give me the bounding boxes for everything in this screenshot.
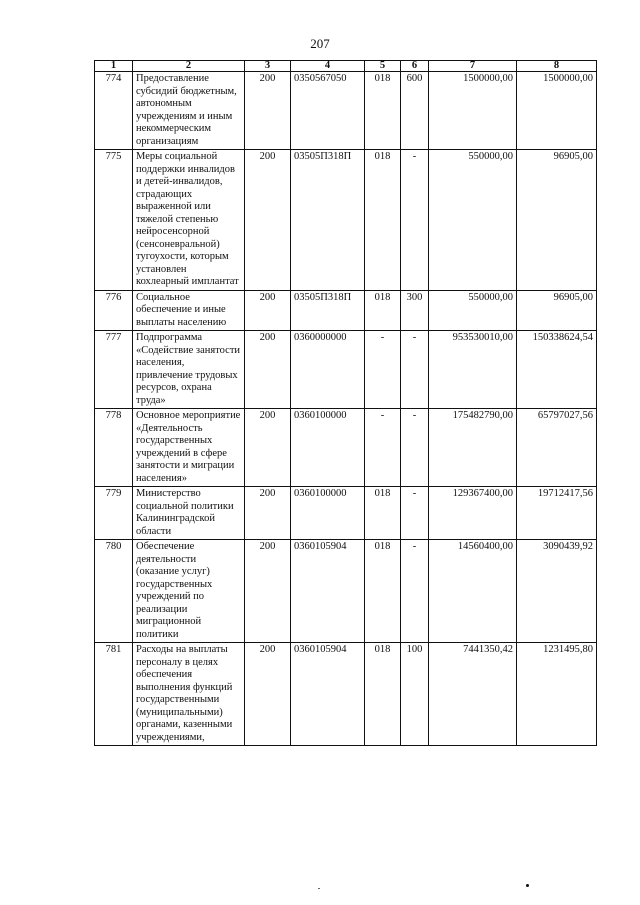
header-col-1: 1 [95,61,133,72]
scan-dot [526,884,529,887]
row-number: 777 [95,331,133,409]
row-col5: 018 [365,290,401,331]
row-code: 0350567050 [291,72,365,150]
page-number: 207 [310,36,330,51]
row-amount1: 129367400,00 [429,487,517,540]
row-name: Предоставление субсидий бюджетным, автономным учреждениям и иным некоммерческим организациям [133,72,245,150]
row-amount2: 19712417,56 [517,487,597,540]
header-col-6: 6 [401,61,429,72]
row-number: 774 [95,72,133,150]
row-name: Подпрограмма «Содействие занятости населения, привлечение трудовых ресурсов, охрана труда» [133,331,245,409]
row-amount1: 1500000,00 [429,72,517,150]
table-body [95,72,597,746]
table-row [95,290,597,331]
row-amount1: 14560400,00 [429,540,517,643]
budget-table [94,60,597,746]
row-amount1: 550000,00 [429,290,517,331]
row-col3: 200 [245,540,291,643]
table-row [95,643,597,746]
row-name: Меры социальной поддержки инвалидов и детей-инвалидов, страдающих выраженной или тяжелой степенью нейросенсорной (сенсоневральной) тугоухости, которым установлен кохлеарный имплантат [133,150,245,291]
row-col6: 100 [401,643,429,746]
row-col6: 600 [401,72,429,150]
header-col-5: 5 [365,61,401,72]
row-code: 0360000000 [291,331,365,409]
row-amount2: 65797027,56 [517,409,597,487]
row-col3: 200 [245,331,291,409]
row-col6: - [401,331,429,409]
row-name: Расходы на выплаты персоналу в целях обеспечения выполнения функций государственными (муниципальными) органами, казенными учреждениями, [133,643,245,746]
row-name: Обеспечение деятельности (оказание услуг) государственных учреждений по реализации миграционной политики [133,540,245,643]
row-col6: 300 [401,290,429,331]
row-col5: 018 [365,72,401,150]
row-amount2: 1500000,00 [517,72,597,150]
table-header [95,61,597,72]
row-name: Социальное обеспечение и иные выплаты населению [133,290,245,331]
row-number: 781 [95,643,133,746]
row-amount1: 550000,00 [429,150,517,291]
row-amount2: 96905,00 [517,290,597,331]
row-col6: - [401,487,429,540]
row-amount2: 3090439,92 [517,540,597,643]
row-col5: - [365,331,401,409]
row-number: 775 [95,150,133,291]
row-amount1: 175482790,00 [429,409,517,487]
row-code: 0360105904 [291,540,365,643]
table-row [95,409,597,487]
row-col3: 200 [245,150,291,291]
row-col5: 018 [365,540,401,643]
row-name: Министерство социальной политики Калининградской области [133,487,245,540]
scan-speck [318,888,320,889]
row-col5: 018 [365,150,401,291]
header-col-2: 2 [133,61,245,72]
row-col5: - [365,409,401,487]
table-row [95,540,597,643]
row-col6: - [401,150,429,291]
row-col5: 018 [365,487,401,540]
table-row [95,487,597,540]
header-col-4: 4 [291,61,365,72]
row-col3: 200 [245,487,291,540]
row-amount2: 96905,00 [517,150,597,291]
row-amount1: 953530010,00 [429,331,517,409]
row-col6: - [401,540,429,643]
row-col3: 200 [245,290,291,331]
row-amount2: 1231495,80 [517,643,597,746]
row-number: 780 [95,540,133,643]
row-col3: 200 [245,72,291,150]
row-number: 778 [95,409,133,487]
table-row [95,72,597,150]
row-code: 03505П318П [291,290,365,331]
table-row [95,331,597,409]
row-number: 779 [95,487,133,540]
row-col3: 200 [245,409,291,487]
row-col6: - [401,409,429,487]
row-code: 0360105904 [291,643,365,746]
row-code: 0360100000 [291,409,365,487]
header-col-3: 3 [245,61,291,72]
row-col5: 018 [365,643,401,746]
row-col3: 200 [245,643,291,746]
row-name: Основное мероприятие «Деятельность государственных учреждений в сфере занятости и миграции населения» [133,409,245,487]
header-col-8: 8 [517,61,597,72]
row-amount1: 7441350,42 [429,643,517,746]
row-amount2: 150338624,54 [517,331,597,409]
row-number: 776 [95,290,133,331]
table-row [95,150,597,291]
row-code: 0360100000 [291,487,365,540]
header-col-7: 7 [429,61,517,72]
row-code: 03505П318П [291,150,365,291]
